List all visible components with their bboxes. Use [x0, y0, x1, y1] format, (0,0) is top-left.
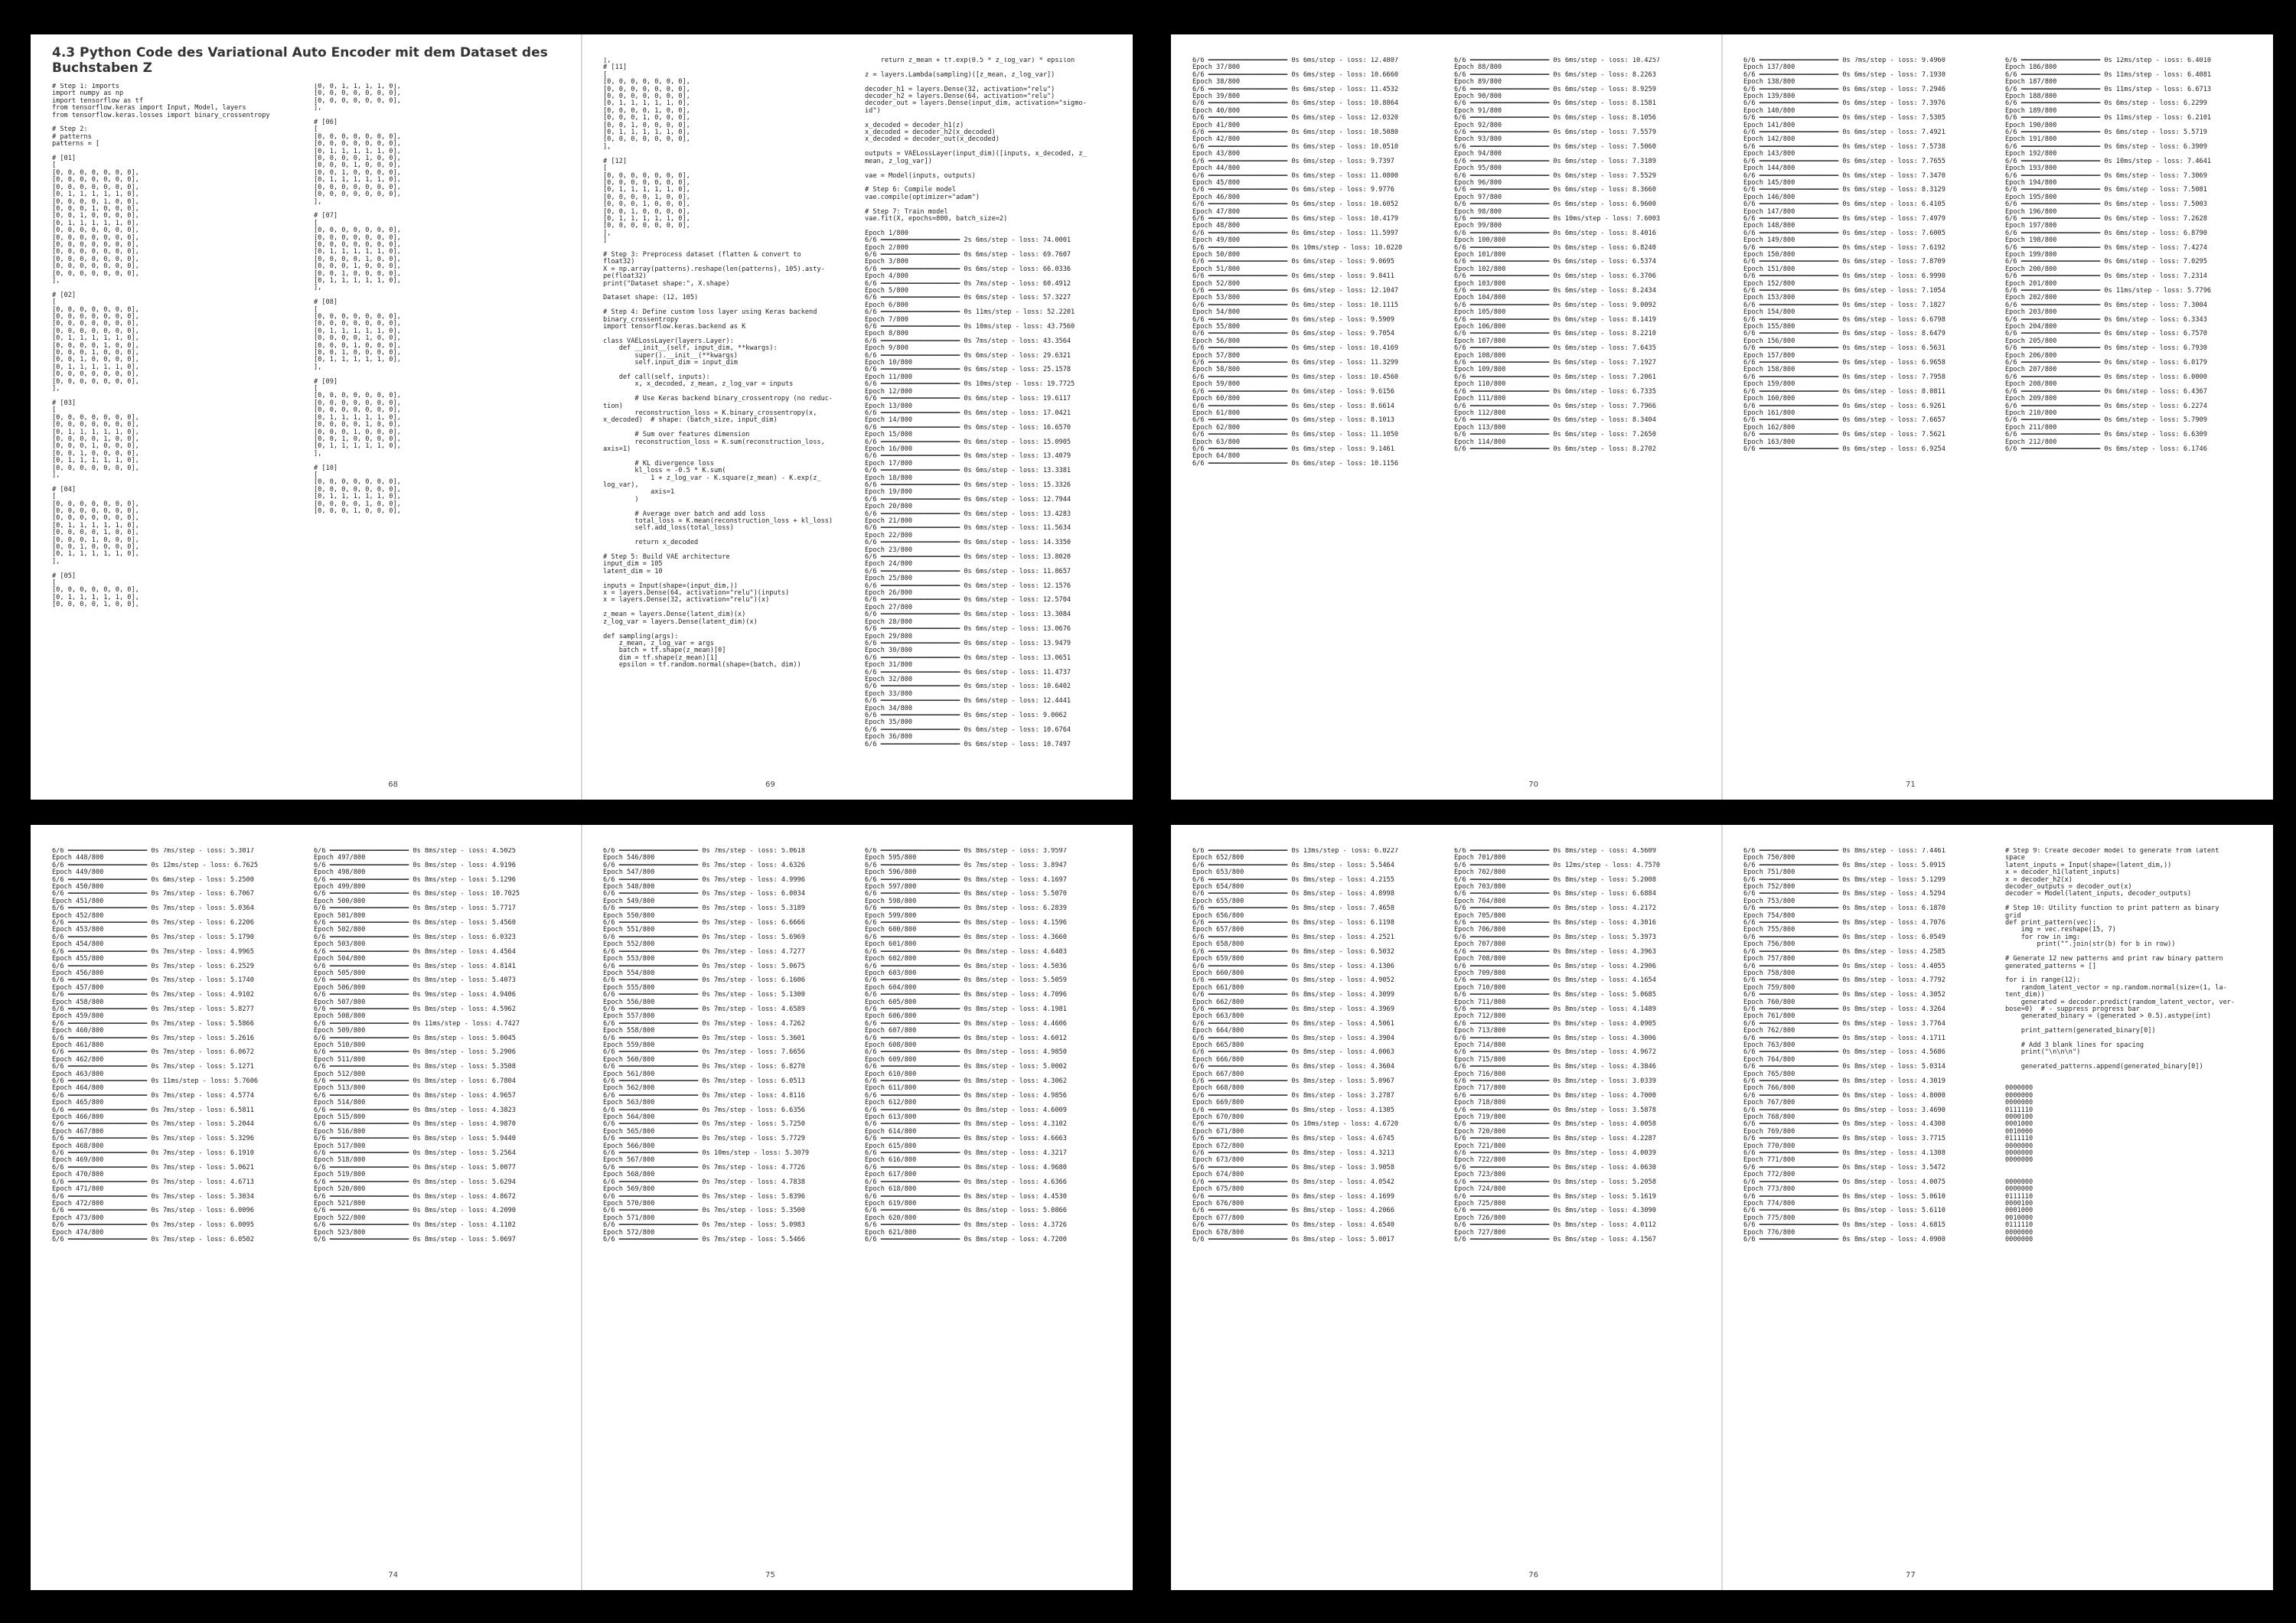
page-number: 76 [1528, 1571, 1538, 1579]
log-column: 6/6 ━━━━━━━━━━━━━━━━━━━━ 0s 13ms/step - loss: 6.0227 Epoch 652/800 6/6 ━━━━━━━━━━━━━━━━━━━━ 0s 8ms/step - loss: 5.5464 Epoch 653/800 6/6 ━━━━━━━━━━━━━━━━━━━━ 0s 8ms/step - loss: 4.2155 Epoch 654/800 6/6 ━━━━━━━━━━━━━━━━━━━━ 0s 8ms/step - loss: 4.8998 Epoch 655/800 6/6 ━━━━━━━━━━━━━━━━━━━━ 0s 8ms/step - loss: 7.4658 Epoch 656/800 6/6 ━━━━━━━━━━━━━━━━━━━━ 0s 8ms/step - loss: 6.1198 Epoch 657/800 6/6 ━━━━━━━━━━━━━━━━━━━━ 0s 8ms/step - loss: 4.2521 Epoch 658/800 6/6 ━━━━━━━━━━━━━━━━━━━━ 0s 8ms/step - loss: 6.5032 Epoch 659/800 6/6 ━━━━━━━━━━━━━━━━━━━━ 0s 8ms/step - loss: 4.1306 Epoch 660/800 6/6 ━━━━━━━━━━━━━━━━━━━━ 0s 8ms/step - loss: 4.9052 Epoch 661/800 6/6 ━━━━━━━━━━━━━━━━━━━━ 0s 8ms/step - loss: 4.3099 Epoch 662/800 6/6 ━━━━━━━━━━━━━━━━━━━━ 0s 8ms/step - loss: 4.3969 Epoch 663/800 6/6 ━━━━━━━━━━━━━━━━━━━━ 0s 8ms/step - loss: 4.5061 Epoch 664/800 6/6 ━━━━━━━━━━━━━━━━━━━━ 0s 8ms/step - loss: 4.3904 Epoch 665/800 6/6 ━━━━━━━━━━━━━━━━━━━━ 0s 8ms/step - loss: 4.0063 Epoch 666/800 6/6 ━━━━━━━━━━━━━━━━━━━━ 0s 8ms/step - loss: 4.3604 Epoch 667/800 6/6 ━━━━━━━━━━━━━━━━━━━━ 0s 8ms/step - loss: 5.0967 Epoch 668/800 6/6 ━━━━━━━━━━━━━━━━━━━━ 0s 8ms/step - loss: 3.2787 Epoch 669/800 6/6 ━━━━━━━━━━━━━━━━━━━━ 0s 8ms/step - loss: 4.1305 Epoch 670/800 6/6 ━━━━━━━━━━━━━━━━━━━━ 0s 10ms/step - loss: 4.6720 Epoch 671/800 6/6 ━━━━━━━━━━━━━━━━━━━━ 0s 8ms/step - loss: 4.6745 Epoch 672/800 6/6 ━━━━━━━━━━━━━━━━━━━━ 0s 8ms/step - loss: 4.3213 Epoch 673/800 6/6 ━━━━━━━━━━━━━━━━━━━━ 0s 8ms/step - loss: 3.9058 Epoch 674/800 6/6 ━━━━━━━━━━━━━━━━━━━━ 0s 8ms/step - loss: 4.0542 Epoch 675/800 6/6 ━━━━━━━━━━━━━━━━━━━━ 0s 8ms/step - loss: 4.1699 Epoch 676/800 6/6 ━━━━━━━━━━━━━━━━━━━━ 0s 8ms/step - loss: 4.2066 Epoch 677/800 6/6 ━━━━━━━━━━━━━━━━━━━━ 0s 8ms/step - loss: 4.6540 Epoch 678/800 6/6 ━━━━━━━━━━━━━━━━━━━━ 0s 8ms/step - loss: 5.0017 [1192, 848, 1399, 1243]
page-number: 77 [1906, 1571, 1916, 1579]
log-column: 6/6 ━━━━━━━━━━━━━━━━━━━━ 0s 8ms/step - loss: 7.4461 Epoch 750/800 6/6 ━━━━━━━━━━━━━━━━━━━━ 0s 8ms/step - loss: 5.0915 Epoch 751/800 6/6 ━━━━━━━━━━━━━━━━━━━━ 0s 8ms/step - loss: 5.1299 Epoch 752/800 6/6 ━━━━━━━━━━━━━━━━━━━━ 0s 8ms/step - loss: 4.5294 Epoch 753/800 6/6 ━━━━━━━━━━━━━━━━━━━━ 0s 8ms/step - loss: 6.1870 Epoch 754/800 6/6 ━━━━━━━━━━━━━━━━━━━━ 0s 8ms/step - loss: 4.7076 Epoch 755/800 6/6 ━━━━━━━━━━━━━━━━━━━━ 0s 8ms/step - loss: 6.0549 Epoch 756/800 6/6 ━━━━━━━━━━━━━━━━━━━━ 0s 8ms/step - loss: 4.2585 Epoch 757/800 6/6 ━━━━━━━━━━━━━━━━━━━━ 0s 8ms/step - loss: 4.4055 Epoch 758/800 6/6 ━━━━━━━━━━━━━━━━━━━━ 0s 8ms/step - loss: 4.7792 Epoch 759/800 6/6 ━━━━━━━━━━━━━━━━━━━━ 0s 8ms/step - loss: 4.3052 Epoch 760/800 6/6 ━━━━━━━━━━━━━━━━━━━━ 0s 8ms/step - loss: 4.3264 Epoch 761/800 6/6 ━━━━━━━━━━━━━━━━━━━━ 0s 8ms/step - loss: 3.7764 Epoch 762/800 6/6 ━━━━━━━━━━━━━━━━━━━━ 0s 8ms/step - loss: 4.1711 Epoch 763/800 6/6 ━━━━━━━━━━━━━━━━━━━━ 0s 8ms/step - loss: 4.5686 Epoch 764/800 6/6 ━━━━━━━━━━━━━━━━━━━━ 0s 8ms/step - loss: 5.0314 Epoch 765/800 6/6 ━━━━━━━━━━━━━━━━━━━━ 0s 8ms/step - loss: 4.3019 Epoch 766/800 6/6 ━━━━━━━━━━━━━━━━━━━━ 0s 8ms/step - loss: 4.8000 Epoch 767/800 6/6 ━━━━━━━━━━━━━━━━━━━━ 0s 8ms/step - loss: 3.4690 Epoch 768/800 6/6 ━━━━━━━━━━━━━━━━━━━━ 0s 8ms/step - loss: 4.4300 Epoch 769/800 6/6 ━━━━━━━━━━━━━━━━━━━━ 0s 8ms/step - loss: 3.7715 Epoch 770/800 6/6 ━━━━━━━━━━━━━━━━━━━━ 0s 8ms/step - loss: 4.1308 Epoch 771/800 6/6 ━━━━━━━━━━━━━━━━━━━━ 0s 8ms/step - loss: 3.5472 Epoch 772/800 6/6 ━━━━━━━━━━━━━━━━━━━━ 0s 8ms/step - loss: 4.0075 Epoch 773/800 6/6 ━━━━━━━━━━━━━━━━━━━━ 0s 8ms/step - loss: 5.0610 Epoch 774/800 6/6 ━━━━━━━━━━━━━━━━━━━━ 0s 8ms/step - loss: 5.6110 Epoch 775/800 6/6 ━━━━━━━━━━━━━━━━━━━━ 0s 8ms/step - loss: 4.6815 Epoch 776/800 6/6 ━━━━━━━━━━━━━━━━━━━━ 0s 8ms/step - loss: 4.0900 [1743, 848, 1945, 1243]
log-column: 6/6 ━━━━━━━━━━━━━━━━━━━━ 0s 12ms/step - loss: 6.4010 Epoch 186/800 6/6 ━━━━━━━━━━━━━━━━━━━━ 0s 11ms/step - loss: 6.4081 Epoch 187/800 6/6 ━━━━━━━━━━━━━━━━━━━━ 0s 11ms/step - loss: 6.6713 Epoch 188/800 6/6 ━━━━━━━━━━━━━━━━━━━━ 0s 6ms/step - loss: 6.2299 Epoch 189/800 6/6 ━━━━━━━━━━━━━━━━━━━━ 0s 11ms/step - loss: 6.2101 Epoch 190/800 6/6 ━━━━━━━━━━━━━━━━━━━━ 0s 6ms/step - loss: 5.5719 Epoch 191/800 6/6 ━━━━━━━━━━━━━━━━━━━━ 0s 6ms/step - loss: 6.3909 Epoch 192/800 6/6 ━━━━━━━━━━━━━━━━━━━━ 0s 10ms/step - loss: 7.4641 Epoch 193/800 6/6 ━━━━━━━━━━━━━━━━━━━━ 0s 6ms/step - loss: 7.3069 Epoch 194/800 6/6 ━━━━━━━━━━━━━━━━━━━━ 0s 6ms/step - loss: 7.5081 Epoch 195/800 6/6 ━━━━━━━━━━━━━━━━━━━━ 0s 6ms/step - loss: 7.5003 Epoch 196/800 6/6 ━━━━━━━━━━━━━━━━━━━━ 0s 6ms/step - loss: 7.2628 Epoch 197/800 6/6 ━━━━━━━━━━━━━━━━━━━━ 0s 6ms/step - loss: 6.8790 Epoch 198/800 6/6 ━━━━━━━━━━━━━━━━━━━━ 0s 6ms/step - loss: 7.4274 Epoch 199/800 6/6 ━━━━━━━━━━━━━━━━━━━━ 0s 6ms/step - loss: 7.0295 Epoch 200/800 6/6 ━━━━━━━━━━━━━━━━━━━━ 0s 6ms/step - loss: 7.2314 Epoch 201/800 6/6 ━━━━━━━━━━━━━━━━━━━━ 0s 11ms/step - loss: 5.7796 Epoch 202/800 6/6 ━━━━━━━━━━━━━━━━━━━━ 0s 6ms/step - loss: 7.3004 Epoch 203/800 6/6 ━━━━━━━━━━━━━━━━━━━━ 0s 6ms/step - loss: 6.3343 Epoch 204/800 6/6 ━━━━━━━━━━━━━━━━━━━━ 0s 6ms/step - loss: 6.7570 Epoch 205/800 6/6 ━━━━━━━━━━━━━━━━━━━━ 0s 6ms/step - loss: 6.7930 Epoch 206/800 6/6 ━━━━━━━━━━━━━━━━━━━━ 0s 6ms/step - loss: 6.0179 Epoch 207/800 6/6 ━━━━━━━━━━━━━━━━━━━━ 0s 6ms/step - loss: 6.0000 Epoch 208/800 6/6 ━━━━━━━━━━━━━━━━━━━━ 0s 6ms/step - loss: 6.4367 Epoch 209/800 6/6 ━━━━━━━━━━━━━━━━━━━━ 0s 6ms/step - loss: 6.2274 Epoch 210/800 6/6 ━━━━━━━━━━━━━━━━━━━━ 0s 6ms/step - loss: 5.7909 Epoch 211/800 6/6 ━━━━━━━━━━━━━━━━━━━━ 0s 6ms/step - loss: 6.6309 Epoch 212/800 6/6 ━━━━━━━━━━━━━━━━━━━━ 0s 6ms/step - loss: 6.1746 [2005, 57, 2212, 453]
page-number: 70 [1528, 781, 1538, 789]
page-columns [1192, 57, 1704, 769]
code-column: [0, 0, 1, 1, 1, 1, 0], [0, 0, 0, 0, 0, 0, 0], [0, 0, 0, 0, 0, 0, 0], ], # [06] [ [0, 0, 0, 0, 0, 0, 0], [0, 0, 0, 0, 0, 0, 0], [0, 1, 1, 1, 1, 1, 0], [0, 0, 0, 0, 1, 0, 0], [0, 0, 0, 1, 0, 0, 0], [0, 0, 1, 0, 0, 0, 0], [0, 1, 1, 1, 1, 1, 0], [0, 0, 0, 0, 0, 0, 0], [0, 0, 0, 0, 0, 0, 0], ], # [07] [ [0, 0, 0, 0, 0, 0, 0], [0, 0, 0, 0, 0, 0, 0], [0, 0, 0, 0, 0, 0, 0], [0, 1, 1, 1, 1, 1, 0], [0, 0, 0, 0, 1, 0, 0], [0, 0, 0, 1, 0, 0, 0], [0, 0, 1, 0, 0, 0, 0], [0, 1, 1, 1, 1, 1, 0], ], # [08] [ [0, 0, 0, 0, 0, 0, 0], [0, 0, 0, 0, 0, 0, 0], [0, 1, 1, 1, 1, 1, 0], [0, 0, 0, 0, 1, 0, 0], [0, 0, 0, 1, 0, 0, 0], [0, 0, 1, 0, 0, 0, 0], [0, 1, 1, 1, 1, 1, 0], ], # [09] [ [0, 0, 0, 0, 0, 0, 0], [0, 0, 0, 0, 0, 0, 0], [0, 0, 0, 0, 0, 0, 0], [0, 1, 1, 1, 1, 1, 0], [0, 0, 0, 0, 1, 0, 0], [0, 0, 0, 1, 0, 0, 0], [0, 0, 1, 0, 0, 0, 0], [0, 1, 1, 1, 1, 1, 0], ], # [10] [ [0, 0, 0, 0, 0, 0, 0], [0, 0, 0, 0, 0, 0, 0], [0, 1, 1, 1, 1, 1, 0], [0, 0, 0, 0, 1, 0, 0], [0, 0, 0, 1, 0, 0, 0], [314, 83, 401, 515]
page-columns [603, 848, 1114, 1559]
log-column: 6/6 ━━━━━━━━━━━━━━━━━━━━ 0s 8ms/step - loss: 4.5025 Epoch 497/800 6/6 ━━━━━━━━━━━━━━━━━━━━ 0s 8ms/step - loss: 4.9196 Epoch 498/800 6/6 ━━━━━━━━━━━━━━━━━━━━ 0s 8ms/step - loss: 5.1296 Epoch 499/800 6/6 ━━━━━━━━━━━━━━━━━━━━ 0s 8ms/step - loss: 10.7025 Epoch 500/800 6/6 ━━━━━━━━━━━━━━━━━━━━ 0s 8ms/step - loss: 5.7717 Epoch 501/800 6/6 ━━━━━━━━━━━━━━━━━━━━ 0s 8ms/step - loss: 5.4560 Epoch 502/800 6/6 ━━━━━━━━━━━━━━━━━━━━ 0s 8ms/step - loss: 6.0323 Epoch 503/800 6/6 ━━━━━━━━━━━━━━━━━━━━ 0s 8ms/step - loss: 4.4564 Epoch 504/800 6/6 ━━━━━━━━━━━━━━━━━━━━ 0s 8ms/step - loss: 4.8141 Epoch 505/800 6/6 ━━━━━━━━━━━━━━━━━━━━ 0s 8ms/step - loss: 5.4073 Epoch 506/800 6/6 ━━━━━━━━━━━━━━━━━━━━ 0s 9ms/step - loss: 4.9406 Epoch 507/800 6/6 ━━━━━━━━━━━━━━━━━━━━ 0s 8ms/step - loss: 4.5962 Epoch 508/800 6/6 ━━━━━━━━━━━━━━━━━━━━ 0s 11ms/step - loss: 4.7427 Epoch 509/800 6/6 ━━━━━━━━━━━━━━━━━━━━ 0s 8ms/step - loss: 5.0045 Epoch 510/800 6/6 ━━━━━━━━━━━━━━━━━━━━ 0s 8ms/step - loss: 5.2906 Epoch 511/800 6/6 ━━━━━━━━━━━━━━━━━━━━ 0s 8ms/step - loss: 5.3508 Epoch 512/800 6/6 ━━━━━━━━━━━━━━━━━━━━ 0s 8ms/step - loss: 6.7804 Epoch 513/800 6/6 ━━━━━━━━━━━━━━━━━━━━ 0s 8ms/step - loss: 4.9657 Epoch 514/800 6/6 ━━━━━━━━━━━━━━━━━━━━ 0s 8ms/step - loss: 4.3823 Epoch 515/800 6/6 ━━━━━━━━━━━━━━━━━━━━ 0s 8ms/step - loss: 4.9870 Epoch 516/800 6/6 ━━━━━━━━━━━━━━━━━━━━ 0s 8ms/step - loss: 5.9440 Epoch 517/800 6/6 ━━━━━━━━━━━━━━━━━━━━ 0s 8ms/step - loss: 5.2564 Epoch 518/800 6/6 ━━━━━━━━━━━━━━━━━━━━ 0s 8ms/step - loss: 5.0077 Epoch 519/800 6/6 ━━━━━━━━━━━━━━━━━━━━ 0s 8ms/step - loss: 5.6294 Epoch 520/800 6/6 ━━━━━━━━━━━━━━━━━━━━ 0s 8ms/step - loss: 4.8672 Epoch 521/800 6/6 ━━━━━━━━━━━━━━━━━━━━ 0s 8ms/step - loss: 4.2090 Epoch 522/800 6/6 ━━━━━━━━━━━━━━━━━━━━ 0s 8ms/step - loss: 4.1102 Epoch 523/800 6/6 ━━━━━━━━━━━━━━━━━━━━ 0s 8ms/step - loss: 5.0697 [314, 848, 520, 1243]
code-column: # Step 9: Create decoder model to generate from latent space latent_inputs = Input(shape=(latent_dim,)) x = decoder_h1(latent_inputs) x = decoder_h2(x) decoder_outputs = decoder_out(x) decoder = Model(latent_inputs, decoder_outputs) # Step 10: Utility function to print pattern as binary grid def print_pattern(vec): img = vec.reshape(15, 7) for row in img: print("".join(str(b) for b in row)) # Generate 12 new patterns and print raw binary pattern generated_patterns = [] for i in range(12): random_latent_vector = np.random.normal(size=(1, la- tent_dim)) generated = decoder.predict(random_latent_vector, ver- bose=0) # - suppress progress bar generated_binary = (generated > 0.5).astype(int) print_pattern(generated_binary[0]) # Add 3 blank lines for spacing print("\n\n\n") generated_patterns.append(generated_binary[0]) 0000000 0000000 0000000 0111110 0000100 0001000 0010000 0111110 0000000 0000000 0000000 0000000 0000000 0111110 0000100 0001000 0010000 0111110 0000000 0000000 [2005, 848, 2236, 1243]
log-column: 6/6 ━━━━━━━━━━━━━━━━━━━━ 0s 6ms/step - loss: 12.4807 Epoch 37/800 6/6 ━━━━━━━━━━━━━━━━━━━━ 0s 6ms/step - loss: 10.6660 Epoch 38/800 6/6 ━━━━━━━━━━━━━━━━━━━━ 0s 6ms/step - loss: 11.4532 Epoch 39/800 6/6 ━━━━━━━━━━━━━━━━━━━━ 0s 6ms/step - loss: 10.8864 Epoch 40/800 6/6 ━━━━━━━━━━━━━━━━━━━━ 0s 6ms/step - loss: 12.0320 Epoch 41/800 6/6 ━━━━━━━━━━━━━━━━━━━━ 0s 6ms/step - loss: 10.5080 Epoch 42/800 6/6 ━━━━━━━━━━━━━━━━━━━━ 0s 6ms/step - loss: 10.0510 Epoch 43/800 6/6 ━━━━━━━━━━━━━━━━━━━━ 0s 6ms/step - loss: 9.7397 Epoch 44/800 6/6 ━━━━━━━━━━━━━━━━━━━━ 0s 6ms/step - loss: 11.0800 Epoch 45/800 6/6 ━━━━━━━━━━━━━━━━━━━━ 0s 6ms/step - loss: 9.9776 Epoch 46/800 6/6 ━━━━━━━━━━━━━━━━━━━━ 0s 6ms/step - loss: 10.6052 Epoch 47/800 6/6 ━━━━━━━━━━━━━━━━━━━━ 0s 6ms/step - loss: 10.4179 Epoch 48/800 6/6 ━━━━━━━━━━━━━━━━━━━━ 0s 6ms/step - loss: 11.5997 Epoch 49/800 6/6 ━━━━━━━━━━━━━━━━━━━━ 0s 10ms/step - loss: 10.0220 Epoch 50/800 6/6 ━━━━━━━━━━━━━━━━━━━━ 0s 6ms/step - loss: 9.0695 Epoch 51/800 6/6 ━━━━━━━━━━━━━━━━━━━━ 0s 6ms/step - loss: 9.8411 Epoch 52/800 6/6 ━━━━━━━━━━━━━━━━━━━━ 0s 6ms/step - loss: 12.1047 Epoch 53/800 6/6 ━━━━━━━━━━━━━━━━━━━━ 0s 6ms/step - loss: 10.1115 Epoch 54/800 6/6 ━━━━━━━━━━━━━━━━━━━━ 0s 6ms/step - loss: 9.5909 Epoch 55/800 6/6 ━━━━━━━━━━━━━━━━━━━━ 0s 6ms/step - loss: 9.7054 Epoch 56/800 6/6 ━━━━━━━━━━━━━━━━━━━━ 0s 6ms/step - loss: 10.4169 Epoch 57/800 6/6 ━━━━━━━━━━━━━━━━━━━━ 0s 6ms/step - loss: 11.3299 Epoch 58/800 6/6 ━━━━━━━━━━━━━━━━━━━━ 0s 6ms/step - loss: 10.4560 Epoch 59/800 6/6 ━━━━━━━━━━━━━━━━━━━━ 0s 6ms/step - loss: 9.6156 Epoch 60/800 6/6 ━━━━━━━━━━━━━━━━━━━━ 0s 6ms/step - loss: 8.6614 Epoch 61/800 6/6 ━━━━━━━━━━━━━━━━━━━━ 0s 6ms/step - loss: 8.1013 Epoch 62/800 6/6 ━━━━━━━━━━━━━━━━━━━━ 0s 6ms/step - loss: 11.1050 Epoch 63/800 6/6 ━━━━━━━━━━━━━━━━━━━━ 0s 6ms/step - loss: 9.1461 Epoch 64/800 6/6 ━━━━━━━━━━━━━━━━━━━━ 0s 6ms/step - loss: 10.1156 [1192, 57, 1403, 468]
page-columns [603, 57, 1114, 769]
log-column: 6/6 ━━━━━━━━━━━━━━━━━━━━ 0s 7ms/step - loss: 9.4960 Epoch 137/800 6/6 ━━━━━━━━━━━━━━━━━━━━ 0s 6ms/step - loss: 7.1930 Epoch 138/800 6/6 ━━━━━━━━━━━━━━━━━━━━ 0s 6ms/step - loss: 7.2946 Epoch 139/800 6/6 ━━━━━━━━━━━━━━━━━━━━ 0s 6ms/step - loss: 7.3976 Epoch 140/800 6/6 ━━━━━━━━━━━━━━━━━━━━ 0s 6ms/step - loss: 7.5305 Epoch 141/800 6/6 ━━━━━━━━━━━━━━━━━━━━ 0s 6ms/step - loss: 7.4921 Epoch 142/800 6/6 ━━━━━━━━━━━━━━━━━━━━ 0s 6ms/step - loss: 7.5738 Epoch 143/800 6/6 ━━━━━━━━━━━━━━━━━━━━ 0s 6ms/step - loss: 7.7655 Epoch 144/800 6/6 ━━━━━━━━━━━━━━━━━━━━ 0s 6ms/step - loss: 7.3470 Epoch 145/800 6/6 ━━━━━━━━━━━━━━━━━━━━ 0s 6ms/step - loss: 8.3129 Epoch 146/800 6/6 ━━━━━━━━━━━━━━━━━━━━ 0s 6ms/step - loss: 6.4105 Epoch 147/800 6/6 ━━━━━━━━━━━━━━━━━━━━ 0s 6ms/step - loss: 7.4979 Epoch 148/800 6/6 ━━━━━━━━━━━━━━━━━━━━ 0s 6ms/step - loss: 7.6005 Epoch 149/800 6/6 ━━━━━━━━━━━━━━━━━━━━ 0s 6ms/step - loss: 7.6192 Epoch 150/800 6/6 ━━━━━━━━━━━━━━━━━━━━ 0s 6ms/step - loss: 7.8709 Epoch 151/800 6/6 ━━━━━━━━━━━━━━━━━━━━ 0s 6ms/step - loss: 6.9990 Epoch 152/800 6/6 ━━━━━━━━━━━━━━━━━━━━ 0s 6ms/step - loss: 7.1054 Epoch 153/800 6/6 ━━━━━━━━━━━━━━━━━━━━ 0s 6ms/step - loss: 7.1827 Epoch 154/800 6/6 ━━━━━━━━━━━━━━━━━━━━ 0s 6ms/step - loss: 6.6798 Epoch 155/800 6/6 ━━━━━━━━━━━━━━━━━━━━ 0s 6ms/step - loss: 8.6479 Epoch 156/800 6/6 ━━━━━━━━━━━━━━━━━━━━ 0s 6ms/step - loss: 6.5631 Epoch 157/800 6/6 ━━━━━━━━━━━━━━━━━━━━ 0s 6ms/step - loss: 6.9658 Epoch 158/800 6/6 ━━━━━━━━━━━━━━━━━━━━ 0s 6ms/step - loss: 7.7958 Epoch 159/800 6/6 ━━━━━━━━━━━━━━━━━━━━ 0s 6ms/step - loss: 8.0811 Epoch 160/800 6/6 ━━━━━━━━━━━━━━━━━━━━ 0s 6ms/step - loss: 6.9261 Epoch 161/800 6/6 ━━━━━━━━━━━━━━━━━━━━ 0s 6ms/step - loss: 7.6657 Epoch 162/800 6/6 ━━━━━━━━━━━━━━━━━━━━ 0s 6ms/step - loss: 7.5621 Epoch 163/800 6/6 ━━━━━━━━━━━━━━━━━━━━ 0s 6ms/step - loss: 6.9254 [1743, 57, 1945, 453]
page-74 [31, 825, 582, 1590]
page-number: 71 [1906, 781, 1916, 789]
log-column: 6/6 ━━━━━━━━━━━━━━━━━━━━ 0s 8ms/step - loss: 3.9597 Epoch 595/800 6/6 ━━━━━━━━━━━━━━━━━━━━ 0s 7ms/step - loss: 3.8947 Epoch 596/800 6/6 ━━━━━━━━━━━━━━━━━━━━ 0s 8ms/step - loss: 4.1697 Epoch 597/800 6/6 ━━━━━━━━━━━━━━━━━━━━ 0s 8ms/step - loss: 5.5070 Epoch 598/800 6/6 ━━━━━━━━━━━━━━━━━━━━ 0s 8ms/step - loss: 6.2839 Epoch 599/800 6/6 ━━━━━━━━━━━━━━━━━━━━ 0s 8ms/step - loss: 4.1596 Epoch 600/800 6/6 ━━━━━━━━━━━━━━━━━━━━ 0s 8ms/step - loss: 4.3660 Epoch 601/800 6/6 ━━━━━━━━━━━━━━━━━━━━ 0s 8ms/step - loss: 4.6403 Epoch 602/800 6/6 ━━━━━━━━━━━━━━━━━━━━ 0s 8ms/step - loss: 4.5036 Epoch 603/800 6/6 ━━━━━━━━━━━━━━━━━━━━ 0s 8ms/step - loss: 5.5059 Epoch 604/800 6/6 ━━━━━━━━━━━━━━━━━━━━ 0s 8ms/step - loss: 4.7096 Epoch 605/800 6/6 ━━━━━━━━━━━━━━━━━━━━ 0s 8ms/step - loss: 4.1981 Epoch 606/800 6/6 ━━━━━━━━━━━━━━━━━━━━ 0s 8ms/step - loss: 4.4606 Epoch 607/800 6/6 ━━━━━━━━━━━━━━━━━━━━ 0s 8ms/step - loss: 4.6012 Epoch 608/800 6/6 ━━━━━━━━━━━━━━━━━━━━ 0s 8ms/step - loss: 4.9850 Epoch 609/800 6/6 ━━━━━━━━━━━━━━━━━━━━ 0s 8ms/step - loss: 5.0002 Epoch 610/800 6/6 ━━━━━━━━━━━━━━━━━━━━ 0s 8ms/step - loss: 4.3062 Epoch 611/800 6/6 ━━━━━━━━━━━━━━━━━━━━ 0s 8ms/step - loss: 4.9856 Epoch 612/800 6/6 ━━━━━━━━━━━━━━━━━━━━ 0s 8ms/step - loss: 4.6009 Epoch 613/800 6/6 ━━━━━━━━━━━━━━━━━━━━ 0s 8ms/step - loss: 4.3102 Epoch 614/800 6/6 ━━━━━━━━━━━━━━━━━━━━ 0s 8ms/step - loss: 4.6663 Epoch 615/800 6/6 ━━━━━━━━━━━━━━━━━━━━ 0s 8ms/step - loss: 4.3217 Epoch 616/800 6/6 ━━━━━━━━━━━━━━━━━━━━ 0s 8ms/step - loss: 4.9680 Epoch 617/800 6/6 ━━━━━━━━━━━━━━━━━━━━ 0s 8ms/step - loss: 4.6366 Epoch 618/800 6/6 ━━━━━━━━━━━━━━━━━━━━ 0s 8ms/step - loss: 4.4530 Epoch 619/800 6/6 ━━━━━━━━━━━━━━━━━━━━ 0s 8ms/step - loss: 5.0866 Epoch 620/800 6/6 ━━━━━━━━━━━━━━━━━━━━ 0s 8ms/step - loss: 4.3726 Epoch 621/800 6/6 ━━━━━━━━━━━━━━━━━━━━ 0s 8ms/step - loss: 4.7200 [865, 848, 1067, 1243]
page-number: 68 [388, 781, 398, 789]
page-68 [31, 34, 582, 800]
log-column: 6/6 ━━━━━━━━━━━━━━━━━━━━ 0s 6ms/step - loss: 10.4257 Epoch 88/800 6/6 ━━━━━━━━━━━━━━━━━━━━ 0s 6ms/step - loss: 8.2263 Epoch 89/800 6/6 ━━━━━━━━━━━━━━━━━━━━ 0s 6ms/step - loss: 8.9259 Epoch 90/800 6/6 ━━━━━━━━━━━━━━━━━━━━ 0s 6ms/step - loss: 8.1581 Epoch 91/800 6/6 ━━━━━━━━━━━━━━━━━━━━ 0s 6ms/step - loss: 8.1056 Epoch 92/800 6/6 ━━━━━━━━━━━━━━━━━━━━ 0s 6ms/step - loss: 7.5579 Epoch 93/800 6/6 ━━━━━━━━━━━━━━━━━━━━ 0s 6ms/step - loss: 7.5060 Epoch 94/800 6/6 ━━━━━━━━━━━━━━━━━━━━ 0s 6ms/step - loss: 7.3189 Epoch 95/800 6/6 ━━━━━━━━━━━━━━━━━━━━ 0s 6ms/step - loss: 7.5529 Epoch 96/800 6/6 ━━━━━━━━━━━━━━━━━━━━ 0s 6ms/step - loss: 8.3660 Epoch 97/800 6/6 ━━━━━━━━━━━━━━━━━━━━ 0s 6ms/step - loss: 6.9600 Epoch 98/800 6/6 ━━━━━━━━━━━━━━━━━━━━ 0s 10ms/step - loss: 7.6003 Epoch 99/800 6/6 ━━━━━━━━━━━━━━━━━━━━ 0s 6ms/step - loss: 8.4016 Epoch 100/800 6/6 ━━━━━━━━━━━━━━━━━━━━ 0s 6ms/step - loss: 6.8240 Epoch 101/800 6/6 ━━━━━━━━━━━━━━━━━━━━ 0s 6ms/step - loss: 6.5374 Epoch 102/800 6/6 ━━━━━━━━━━━━━━━━━━━━ 0s 6ms/step - loss: 6.3706 Epoch 103/800 6/6 ━━━━━━━━━━━━━━━━━━━━ 0s 6ms/step - loss: 8.2434 Epoch 104/800 6/6 ━━━━━━━━━━━━━━━━━━━━ 0s 6ms/step - loss: 9.0092 Epoch 105/800 6/6 ━━━━━━━━━━━━━━━━━━━━ 0s 6ms/step - loss: 8.1419 Epoch 106/800 6/6 ━━━━━━━━━━━━━━━━━━━━ 0s 6ms/step - loss: 8.2210 Epoch 107/800 6/6 ━━━━━━━━━━━━━━━━━━━━ 0s 6ms/step - loss: 7.6435 Epoch 108/800 6/6 ━━━━━━━━━━━━━━━━━━━━ 0s 6ms/step - loss: 7.1927 Epoch 109/800 6/6 ━━━━━━━━━━━━━━━━━━━━ 0s 6ms/step - loss: 7.2061 Epoch 110/800 6/6 ━━━━━━━━━━━━━━━━━━━━ 0s 6ms/step - loss: 6.7335 Epoch 111/800 6/6 ━━━━━━━━━━━━━━━━━━━━ 0s 6ms/step - loss: 7.7966 Epoch 112/800 6/6 ━━━━━━━━━━━━━━━━━━━━ 0s 6ms/step - loss: 8.3404 Epoch 113/800 6/6 ━━━━━━━━━━━━━━━━━━━━ 0s 6ms/step - loss: 7.2650 Epoch 114/800 6/6 ━━━━━━━━━━━━━━━━━━━━ 0s 6ms/step - loss: 8.2702 [1454, 57, 1661, 453]
page-number: 75 [765, 1571, 775, 1579]
page-69 [582, 34, 1133, 800]
spread-3 [31, 825, 1133, 1590]
code-column: ], # [11] [ [0, 0, 0, 0, 0, 0, 0], [0, 0, 0, 0, 0, 0, 0], [0, 0, 0, 0, 0, 0, 0], [0, 1, 1, 1, 1, 1, 0], [0, 0, 0, 0, 1, 0, 0], [0, 0, 0, 1, 0, 0, 0], [0, 0, 1, 0, 0, 0, 0], [0, 1, 1, 1, 1, 1, 0], [0, 0, 0, 0, 0, 0, 0], ], # [12] [ [0, 0, 0, 0, 0, 0, 0], [0, 0, 0, 0, 0, 0, 0], [0, 1, 1, 1, 1, 1, 0], [0, 0, 0, 0, 1, 0, 0], [0, 0, 0, 1, 0, 0, 0], [0, 0, 1, 0, 0, 0, 0], [0, 1, 1, 1, 1, 1, 0], [0, 0, 0, 0, 0, 0, 0], ], ] # Step 3: Preprocess dataset (flatten & convert to float32) X = np.array(patterns).reshape(len(patterns), 105).asty- pe(float32) print("Dataset shape:", X.shape) Dataset shape: (12, 105) # Step 4: Define custom loss layer using Keras backend binary_crossentropy import tensorflow.keras.backend as K class VAELossLayer(layers.Layer): def __init__(self, input_dim, **kwargs): super().__init__(**kwargs) self.input_dim = input_dim def call(self, inputs): x, x_decoded, z_mean, z_log_var = inputs # Use Keras backend binary_crossentropy (no reduc- tion) reconstruction_loss = K.binary_crossentropy(x, x_decoded) # shape: (batch_size, input_dim) # Sum over features dimension reconstruction_loss = K.sum(reconstruction_loss, axis=1) # KL divergence loss kl_loss = -0.5 * K.sum( 1 + z_log_var - K.square(z_mean) - K.exp(z_ log_var), axis=1 ) # Average over batch and add loss total_loss = K.mean(reconstruction_loss + kl_loss) self.add_loss(total_loss) return x_decoded # Step 5: Build VAE architecture input_dim = 105 latent_dim = 10 inputs = Input(shape=(input_dim,)) x = layers.Dense(64, activation="relu")(inputs) x = layers.Dense(32, activation="relu")(x) z_mean = layers.Dense(latent_dim)(x) z_log_var = layers.Dense(latent_dim)(x) def sampling(args): z_mean, z_log_var = args batch = tf.shape(z_mean)[0] dim = tf.shape(z_mean)[1] epsilon = tf.random.normal(shape=(batch, dim)) [603, 57, 833, 670]
page-76 [1171, 825, 1722, 1590]
page-columns [1743, 57, 2255, 769]
page-columns [52, 83, 563, 769]
page-77 [1722, 825, 2273, 1590]
page-75 [582, 825, 1133, 1590]
spread-4 [1171, 825, 2273, 1590]
page-title: 4.3 Python Code des Variational Auto Encoder mit dem Dataset des Buchstaben Z [52, 45, 548, 76]
spread-2 [1171, 34, 2273, 800]
page-columns [1192, 848, 1704, 1559]
log-column: 6/6 ━━━━━━━━━━━━━━━━━━━━ 0s 8ms/step - loss: 4.5609 Epoch 701/800 6/6 ━━━━━━━━━━━━━━━━━━━━ 0s 12ms/step - loss: 4.7570 Epoch 702/800 6/6 ━━━━━━━━━━━━━━━━━━━━ 0s 8ms/step - loss: 5.2008 Epoch 703/800 6/6 ━━━━━━━━━━━━━━━━━━━━ 0s 8ms/step - loss: 6.6884 Epoch 704/800 6/6 ━━━━━━━━━━━━━━━━━━━━ 0s 8ms/step - loss: 4.2172 Epoch 705/800 6/6 ━━━━━━━━━━━━━━━━━━━━ 0s 8ms/step - loss: 4.3016 Epoch 706/800 6/6 ━━━━━━━━━━━━━━━━━━━━ 0s 8ms/step - loss: 5.3973 Epoch 707/800 6/6 ━━━━━━━━━━━━━━━━━━━━ 0s 8ms/step - loss: 4.3963 Epoch 708/800 6/6 ━━━━━━━━━━━━━━━━━━━━ 0s 8ms/step - loss: 4.2906 Epoch 709/800 6/6 ━━━━━━━━━━━━━━━━━━━━ 0s 8ms/step - loss: 4.1654 Epoch 710/800 6/6 ━━━━━━━━━━━━━━━━━━━━ 0s 8ms/step - loss: 5.0685 Epoch 711/800 6/6 ━━━━━━━━━━━━━━━━━━━━ 0s 8ms/step - loss: 4.1489 Epoch 712/800 6/6 ━━━━━━━━━━━━━━━━━━━━ 0s 8ms/step - loss: 4.0905 Epoch 713/800 6/6 ━━━━━━━━━━━━━━━━━━━━ 0s 8ms/step - loss: 4.3006 Epoch 714/800 6/6 ━━━━━━━━━━━━━━━━━━━━ 0s 8ms/step - loss: 4.9672 Epoch 715/800 6/6 ━━━━━━━━━━━━━━━━━━━━ 0s 8ms/step - loss: 4.3846 Epoch 716/800 6/6 ━━━━━━━━━━━━━━━━━━━━ 0s 8ms/step - loss: 3.0339 Epoch 717/800 6/6 ━━━━━━━━━━━━━━━━━━━━ 0s 8ms/step - loss: 4.7000 Epoch 718/800 6/6 ━━━━━━━━━━━━━━━━━━━━ 0s 8ms/step - loss: 3.5878 Epoch 719/800 6/6 ━━━━━━━━━━━━━━━━━━━━ 0s 8ms/step - loss: 4.0058 Epoch 720/800 6/6 ━━━━━━━━━━━━━━━━━━━━ 0s 8ms/step - loss: 4.2287 Epoch 721/800 6/6 ━━━━━━━━━━━━━━━━━━━━ 0s 8ms/step - loss: 4.0039 Epoch 722/800 6/6 ━━━━━━━━━━━━━━━━━━━━ 0s 8ms/step - loss: 4.0630 Epoch 723/800 6/6 ━━━━━━━━━━━━━━━━━━━━ 0s 8ms/step - loss: 5.2058 Epoch 724/800 6/6 ━━━━━━━━━━━━━━━━━━━━ 0s 8ms/step - loss: 5.1619 Epoch 725/800 6/6 ━━━━━━━━━━━━━━━━━━━━ 0s 8ms/step - loss: 4.3090 Epoch 726/800 6/6 ━━━━━━━━━━━━━━━━━━━━ 0s 8ms/step - loss: 4.0112 Epoch 727/800 6/6 ━━━━━━━━━━━━━━━━━━━━ 0s 8ms/step - loss: 4.1567 [1454, 848, 1661, 1243]
spread-1 [31, 34, 1133, 800]
page-columns [1743, 848, 2255, 1559]
page-70 [1171, 34, 1722, 800]
code-column: # Step 1: Imports import numpy as np import tensorflow as tf from tensorflow.keras import Input, Model, layers from tensorflow.keras.losses import binary_crossentropy # Step 2: # patterns patterns = [ # [01] [ [0, 0, 0, 0, 0, 0, 0], [0, 0, 0, 0, 0, 0, 0], [0, 0, 0, 0, 0, 0, 0], [0, 1, 1, 1, 1, 1, 0], [0, 0, 0, 0, 1, 0, 0], [0, 0, 0, 1, 0, 0, 0], [0, 0, 1, 0, 0, 0, 0], [0, 1, 1, 1, 1, 1, 0], [0, 0, 0, 0, 0, 0, 0], [0, 0, 0, 0, 0, 0, 0], [0, 0, 0, 0, 0, 0, 0], [0, 0, 0, 0, 0, 0, 0], [0, 0, 0, 0, 0, 0, 0], [0, 0, 0, 0, 0, 0, 0], [0, 0, 0, 0, 0, 0, 0], ], # [02] [ [0, 0, 0, 0, 0, 0, 0], [0, 0, 0, 0, 0, 0, 0], [0, 0, 0, 0, 0, 0, 0], [0, 0, 0, 0, 0, 0, 0], [0, 1, 1, 1, 1, 1, 0], [0, 0, 0, 0, 1, 0, 0], [0, 0, 0, 1, 0, 0, 0], [0, 0, 1, 0, 0, 0, 0], [0, 1, 1, 1, 1, 1, 0], [0, 0, 0, 0, 0, 0, 0], [0, 0, 0, 0, 0, 0, 0], ], # [03] [ [0, 0, 0, 0, 0, 0, 0], [0, 0, 0, 0, 0, 0, 0], [0, 1, 1, 1, 1, 1, 0], [0, 0, 0, 0, 1, 0, 0], [0, 0, 0, 1, 0, 0, 0], [0, 0, 1, 0, 0, 0, 0], [0, 1, 1, 1, 1, 1, 0], [0, 0, 0, 0, 0, 0, 0], ], # [04] [ [0, 0, 0, 0, 0, 0, 0], [0, 0, 0, 0, 0, 0, 0], [0, 0, 0, 0, 0, 0, 0], [0, 1, 1, 1, 1, 1, 0], [0, 0, 0, 0, 1, 0, 0], [0, 0, 0, 1, 0, 0, 0], [0, 0, 1, 0, 0, 0, 0], [0, 1, 1, 1, 1, 1, 0], ], # [05] [ [0, 0, 0, 0, 0, 0, 0], [0, 1, 1, 1, 1, 1, 0], [0, 0, 0, 0, 1, 0, 0], [52, 83, 270, 609]
page-number: 69 [765, 781, 775, 789]
log-column: 6/6 ━━━━━━━━━━━━━━━━━━━━ 0s 7ms/step - loss: 5.3017 Epoch 448/800 6/6 ━━━━━━━━━━━━━━━━━━━━ 0s 12ms/step - loss: 6.7625 Epoch 449/800 6/6 ━━━━━━━━━━━━━━━━━━━━ 0s 6ms/step - loss: 5.2500 Epoch 450/800 6/6 ━━━━━━━━━━━━━━━━━━━━ 0s 7ms/step - loss: 6.7067 Epoch 451/800 6/6 ━━━━━━━━━━━━━━━━━━━━ 0s 7ms/step - loss: 5.0364 Epoch 452/800 6/6 ━━━━━━━━━━━━━━━━━━━━ 0s 7ms/step - loss: 6.2206 Epoch 453/800 6/6 ━━━━━━━━━━━━━━━━━━━━ 0s 7ms/step - loss: 5.1790 Epoch 454/800 6/6 ━━━━━━━━━━━━━━━━━━━━ 0s 7ms/step - loss: 4.9965 Epoch 455/800 6/6 ━━━━━━━━━━━━━━━━━━━━ 0s 7ms/step - loss: 6.2529 Epoch 456/800 6/6 ━━━━━━━━━━━━━━━━━━━━ 0s 7ms/step - loss: 5.1740 Epoch 457/800 6/6 ━━━━━━━━━━━━━━━━━━━━ 0s 7ms/step - loss: 4.9102 Epoch 458/800 6/6 ━━━━━━━━━━━━━━━━━━━━ 0s 7ms/step - loss: 5.8277 Epoch 459/800 6/6 ━━━━━━━━━━━━━━━━━━━━ 0s 7ms/step - loss: 5.5866 Epoch 460/800 6/6 ━━━━━━━━━━━━━━━━━━━━ 0s 7ms/step - loss: 5.2616 Epoch 461/800 6/6 ━━━━━━━━━━━━━━━━━━━━ 0s 7ms/step - loss: 6.0672 Epoch 462/800 6/6 ━━━━━━━━━━━━━━━━━━━━ 0s 7ms/step - loss: 5.1271 Epoch 463/800 6/6 ━━━━━━━━━━━━━━━━━━━━ 0s 11ms/step - loss: 5.7606 Epoch 464/800 6/6 ━━━━━━━━━━━━━━━━━━━━ 0s 7ms/step - loss: 4.5774 Epoch 465/800 6/6 ━━━━━━━━━━━━━━━━━━━━ 0s 7ms/step - loss: 6.5811 Epoch 466/800 6/6 ━━━━━━━━━━━━━━━━━━━━ 0s 7ms/step - loss: 5.2044 Epoch 467/800 6/6 ━━━━━━━━━━━━━━━━━━━━ 0s 7ms/step - loss: 5.3296 Epoch 468/800 6/6 ━━━━━━━━━━━━━━━━━━━━ 0s 7ms/step - loss: 6.1910 Epoch 469/800 6/6 ━━━━━━━━━━━━━━━━━━━━ 0s 7ms/step - loss: 5.0621 Epoch 470/800 6/6 ━━━━━━━━━━━━━━━━━━━━ 0s 7ms/step - loss: 4.6713 Epoch 471/800 6/6 ━━━━━━━━━━━━━━━━━━━━ 0s 7ms/step - loss: 5.3034 Epoch 472/800 6/6 ━━━━━━━━━━━━━━━━━━━━ 0s 7ms/step - loss: 6.0096 Epoch 473/800 6/6 ━━━━━━━━━━━━━━━━━━━━ 0s 7ms/step - loss: 6.0095 Epoch 474/800 6/6 ━━━━━━━━━━━━━━━━━━━━ 0s 7ms/step - loss: 6.0502 [52, 848, 259, 1243]
page-columns [52, 848, 563, 1559]
page-71 [1722, 34, 2273, 800]
page-number: 74 [388, 1571, 398, 1579]
code-column: return z_mean + tf.exp(0.5 * z_log_var) * epsilon z = layers.Lambda(sampling)([z_mean, z_log_var]) decoder_h1 = layers.Dense(32, activation="relu") decoder_h2 = layers.Dense(64, activation="relu") decoder_out = layers.Dense(input_dim, activation="sigmo- id") x_decoded = decoder_h1(z) x_decoded = decoder_h2(x_decoded) x_decoded = decoder_out(x_decoded) outputs = VAELossLayer(input_dim)([inputs, x_decoded, z_ mean, z_log_var]) vae = Model(inputs, outputs) # Step 6: Compile model vae.compile(optimizer="adam") # Step 7: Train model vae.fit(X, epochs=800, batch_size=2) Epoch 1/800 6/6 ━━━━━━━━━━━━━━━━━━━━ 2s 6ms/step - loss: 74.0001 Epoch 2/800 6/6 ━━━━━━━━━━━━━━━━━━━━ 0s 6ms/step - loss: 69.7607 Epoch 3/800 6/6 ━━━━━━━━━━━━━━━━━━━━ 0s 6ms/step - loss: 66.0336 Epoch 4/800 6/6 ━━━━━━━━━━━━━━━━━━━━ 0s 7ms/step - loss: 60.4912 Epoch 5/800 6/6 ━━━━━━━━━━━━━━━━━━━━ 0s 6ms/step - loss: 57.3227 Epoch 6/800 6/6 ━━━━━━━━━━━━━━━━━━━━ 0s 11ms/step - loss: 52.2201 Epoch 7/800 6/6 ━━━━━━━━━━━━━━━━━━━━ 0s 10ms/step - loss: 43.7560 Epoch 8/800 6/6 ━━━━━━━━━━━━━━━━━━━━ 0s 7ms/step - loss: 43.3564 Epoch 9/800 6/6 ━━━━━━━━━━━━━━━━━━━━ 0s 6ms/step - loss: 29.6321 Epoch 10/800 6/6 ━━━━━━━━━━━━━━━━━━━━ 0s 6ms/step - loss: 25.1578 Epoch 11/800 6/6 ━━━━━━━━━━━━━━━━━━━━ 0s 10ms/step - loss: 19.7725 Epoch 12/800 6/6 ━━━━━━━━━━━━━━━━━━━━ 0s 6ms/step - loss: 19.6117 Epoch 13/800 6/6 ━━━━━━━━━━━━━━━━━━━━ 0s 6ms/step - loss: 17.0421 Epoch 14/800 6/6 ━━━━━━━━━━━━━━━━━━━━ 0s 6ms/step - loss: 16.6570 Epoch 15/800 6/6 ━━━━━━━━━━━━━━━━━━━━ 0s 6ms/step - loss: 15.0905 Epoch 16/800 6/6 ━━━━━━━━━━━━━━━━━━━━ 0s 6ms/step - loss: 13.4079 Epoch 17/800 6/6 ━━━━━━━━━━━━━━━━━━━━ 0s 6ms/step - loss: 13.3381 Epoch 18/800 6/6 ━━━━━━━━━━━━━━━━━━━━ 0s 6ms/step - loss: 15.3326 Epoch 19/800 6/6 ━━━━━━━━━━━━━━━━━━━━ 0s 6ms/step - loss: 12.7944 Epoch 20/800 6/6 ━━━━━━━━━━━━━━━━━━━━ 0s 6ms/step - loss: 13.4283 Epoch 21/800 6/6 ━━━━━━━━━━━━━━━━━━━━ 0s 6ms/step - loss: 11.5634 Epoch 22/800 6/6 ━━━━━━━━━━━━━━━━━━━━ 0s 6ms/step - loss: 14.3350 Epoch 23/800 6/6 ━━━━━━━━━━━━━━━━━━━━ 0s 6ms/step - loss: 13.8020 Epoch 24/800 6/6 ━━━━━━━━━━━━━━━━━━━━ 0s 6ms/step - loss: 11.8657 Epoch 25/800 6/6 ━━━━━━━━━━━━━━━━━━━━ 0s 6ms/step - loss: 12.1576 Epoch 26/800 6/6 ━━━━━━━━━━━━━━━━━━━━ 0s 6ms/step - loss: 12.5704 Epoch 27/800 6/6 ━━━━━━━━━━━━━━━━━━━━ 0s 6ms/step - loss: 13.3084 Epoch 28/800 6/6 ━━━━━━━━━━━━━━━━━━━━ 0s 6ms/step - loss: 13.0676 Epoch 29/800 6/6 ━━━━━━━━━━━━━━━━━━━━ 0s 6ms/step - loss: 13.9479 Epoch 30/800 6/6 ━━━━━━━━━━━━━━━━━━━━ 0s 6ms/step - loss: 13.0651 Epoch 31/800 6/6 ━━━━━━━━━━━━━━━━━━━━ 0s 6ms/step - loss: 11.4737 Epoch 32/800 6/6 ━━━━━━━━━━━━━━━━━━━━ 0s 6ms/step - loss: 10.6402 Epoch 33/800 6/6 ━━━━━━━━━━━━━━━━━━━━ 0s 6ms/step - loss: 12.4441 Epoch 34/800 6/6 ━━━━━━━━━━━━━━━━━━━━ 0s 6ms/step - loss: 9.0062 Epoch 35/800 6/6 ━━━━━━━━━━━━━━━━━━━━ 0s 6ms/step - loss: 10.6764 Epoch 36/800 6/6 ━━━━━━━━━━━━━━━━━━━━ 0s 6ms/step - loss: 10.7497 [865, 57, 1087, 748]
log-column: 6/6 ━━━━━━━━━━━━━━━━━━━━ 0s 7ms/step - loss: 5.0618 Epoch 546/800 6/6 ━━━━━━━━━━━━━━━━━━━━ 0s 7ms/step - loss: 4.6326 Epoch 547/800 6/6 ━━━━━━━━━━━━━━━━━━━━ 0s 7ms/step - loss: 4.9996 Epoch 548/800 6/6 ━━━━━━━━━━━━━━━━━━━━ 0s 7ms/step - loss: 6.0034 Epoch 549/800 6/6 ━━━━━━━━━━━━━━━━━━━━ 0s 7ms/step - loss: 5.3189 Epoch 550/800 6/6 ━━━━━━━━━━━━━━━━━━━━ 0s 7ms/step - loss: 6.6666 Epoch 551/800 6/6 ━━━━━━━━━━━━━━━━━━━━ 0s 7ms/step - loss: 5.6969 Epoch 552/800 6/6 ━━━━━━━━━━━━━━━━━━━━ 0s 7ms/step - loss: 4.7277 Epoch 553/800 6/6 ━━━━━━━━━━━━━━━━━━━━ 0s 7ms/step - loss: 5.0675 Epoch 554/800 6/6 ━━━━━━━━━━━━━━━━━━━━ 0s 7ms/step - loss: 6.1606 Epoch 555/800 6/6 ━━━━━━━━━━━━━━━━━━━━ 0s 7ms/step - loss: 5.1300 Epoch 556/800 6/6 ━━━━━━━━━━━━━━━━━━━━ 0s 7ms/step - loss: 4.6589 Epoch 557/800 6/6 ━━━━━━━━━━━━━━━━━━━━ 0s 7ms/step - loss: 4.7262 Epoch 558/800 6/6 ━━━━━━━━━━━━━━━━━━━━ 0s 7ms/step - loss: 5.3601 Epoch 559/800 6/6 ━━━━━━━━━━━━━━━━━━━━ 0s 7ms/step - loss: 7.6656 Epoch 560/800 6/6 ━━━━━━━━━━━━━━━━━━━━ 0s 7ms/step - loss: 6.8270 Epoch 561/800 6/6 ━━━━━━━━━━━━━━━━━━━━ 0s 7ms/step - loss: 6.0513 Epoch 562/800 6/6 ━━━━━━━━━━━━━━━━━━━━ 0s 7ms/step - loss: 4.8116 Epoch 563/800 6/6 ━━━━━━━━━━━━━━━━━━━━ 0s 7ms/step - loss: 6.6356 Epoch 564/800 6/6 ━━━━━━━━━━━━━━━━━━━━ 0s 7ms/step - loss: 5.7250 Epoch 565/800 6/6 ━━━━━━━━━━━━━━━━━━━━ 0s 7ms/step - loss: 5.7729 Epoch 566/800 6/6 ━━━━━━━━━━━━━━━━━━━━ 0s 10ms/step - loss: 5.3079 Epoch 567/800 6/6 ━━━━━━━━━━━━━━━━━━━━ 0s 7ms/step - loss: 4.7726 Epoch 568/800 6/6 ━━━━━━━━━━━━━━━━━━━━ 0s 7ms/step - loss: 4.7838 Epoch 569/800 6/6 ━━━━━━━━━━━━━━━━━━━━ 0s 7ms/step - loss: 5.8396 Epoch 570/800 6/6 ━━━━━━━━━━━━━━━━━━━━ 0s 7ms/step - loss: 5.3500 Epoch 571/800 6/6 ━━━━━━━━━━━━━━━━━━━━ 0s 7ms/step - loss: 5.0983 Epoch 572/800 6/6 ━━━━━━━━━━━━━━━━━━━━ 0s 7ms/step - loss: 5.5466 [603, 848, 810, 1243]
